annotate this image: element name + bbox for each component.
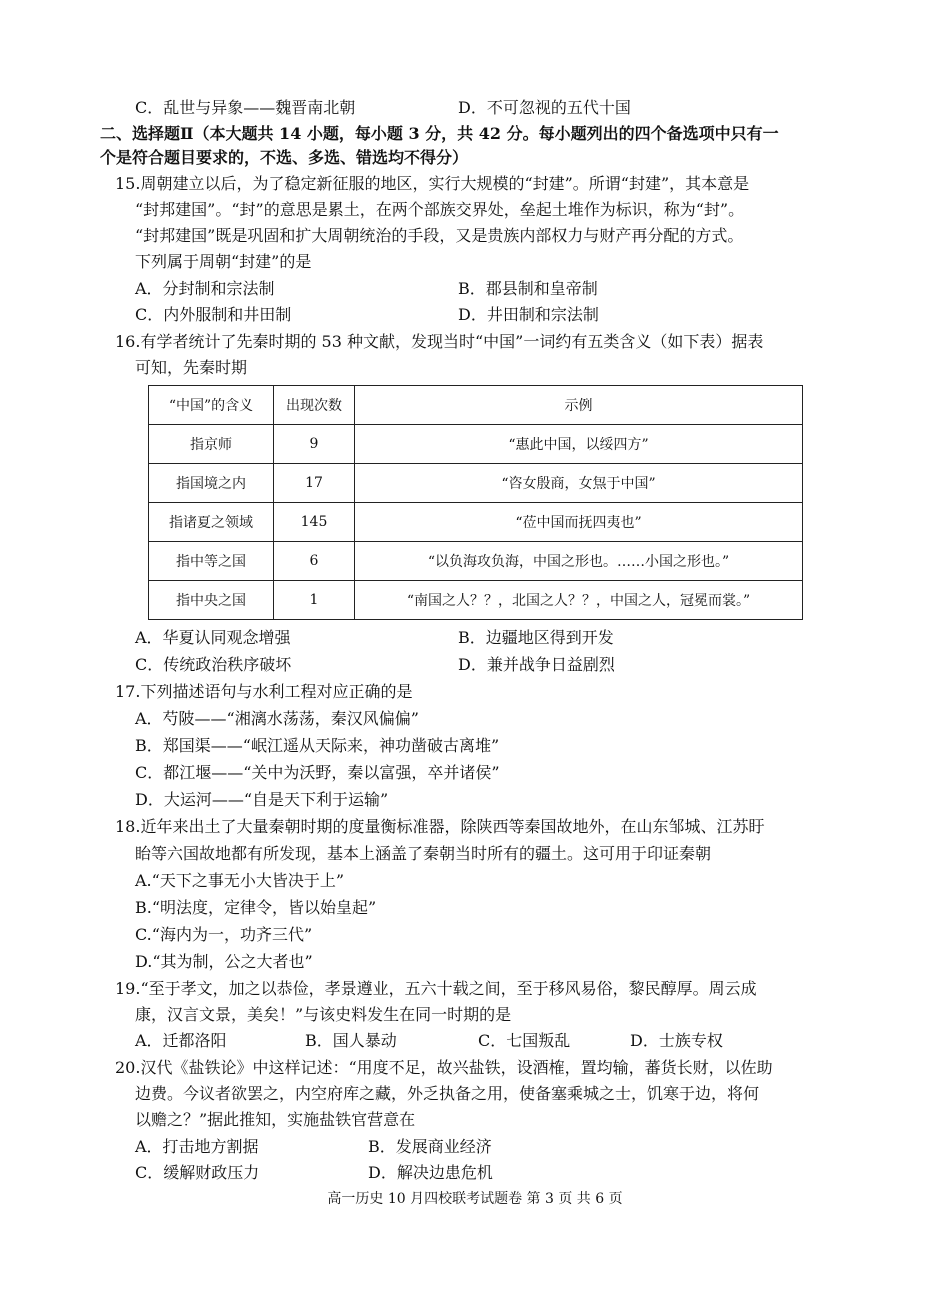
q16-table <box>148 385 803 620</box>
q16-option-b: B．边疆地区得到开发 <box>458 628 614 647</box>
q18-option-d: D.“其为制，公之大者也” <box>135 952 313 971</box>
table-row <box>149 542 803 581</box>
table-header-cell: 出现次数 <box>274 386 355 425</box>
table-cell: “惠此中国，以绥四方” <box>355 425 803 464</box>
q20-option-c: C．缓解财政压力 <box>135 1163 260 1182</box>
q16-option-d: D．兼并战争日益剧烈 <box>458 655 615 674</box>
q18-option-b: B.“明法度，定律令，皆以始皇起” <box>135 898 377 917</box>
table-cell: 1 <box>274 581 355 620</box>
table-cell: “莅中国而抚四夷也” <box>355 503 803 542</box>
table-cell: 指中等之国 <box>149 542 274 581</box>
table-cell: 指中央之国 <box>149 581 274 620</box>
prev-option-d: D．不可忽视的五代十国 <box>458 98 631 117</box>
section-heading-line1: 二、选择题Ⅱ（本大题共 14 小题，每小题 3 分，共 42 分。每小题列出的四个备选项中只有一 <box>100 124 779 143</box>
q18-option-a: A.“天下之事无小大皆决于上” <box>135 871 345 890</box>
q17-option-a: A．芍陂——“湘漓水荡荡，秦汉风偏偏” <box>135 709 419 728</box>
q17-option-c: C．都江堰——“关中为沃野，秦以富强，卒并诸侯” <box>135 763 500 782</box>
q19-option-a: A．迁都洛阳 <box>135 1031 227 1050</box>
table-cell: “以负海攻负海，中国之形也。……小国之形也。” <box>355 542 803 581</box>
table-cell: “咨女殷商，女炰于中国” <box>355 464 803 503</box>
table-row <box>149 464 803 503</box>
table-cell: 145 <box>274 503 355 542</box>
prev-option-c: C．乱世与异象——魏晋南北朝 <box>135 98 356 117</box>
page-footer: 高一历史 10 月四校联考试题卷 第 3 页 共 6 页 <box>327 1191 623 1207</box>
table-cell: “南国之人？？，北国之人？？，中国之人，冠冕而裳。” <box>355 581 803 620</box>
q20-stem-line2: 边费。今议者欲罢之，内空府库之藏，外乏执备之用，使备塞乘城之士，饥寒于边，将何 <box>135 1084 760 1103</box>
q17-stem: 17.下列描述语句与水利工程对应正确的是 <box>115 682 413 701</box>
q16-option-a: A．华夏认同观念增强 <box>135 628 291 647</box>
q20-option-a: A．打击地方割据 <box>135 1137 259 1156</box>
q19-stem-line1: 19.“至于孝文，加之以恭俭，孝景遵业，五六十载之间，至于移风易俗，黎民醇厚。周云成 <box>115 979 757 998</box>
section-heading-line2: 个是符合题目要求的，不选、多选、错选均不得分） <box>100 148 469 167</box>
q18-option-c: C.“海内为一，功齐三代” <box>135 925 313 944</box>
q20-option-d: D．解决边患危机 <box>368 1163 493 1182</box>
q19-option-b: B．国人暴动 <box>305 1031 397 1050</box>
table-row <box>149 503 803 542</box>
q15-stem-line4: 下列属于周朝“封建”的是 <box>135 252 312 271</box>
q20-stem-line3: 以赡之？”据此推知，实施盐铁官营意在 <box>135 1110 416 1129</box>
q19-stem-line2: 康，汉言文景，美矣！”与该史料发生在同一时期的是 <box>135 1005 512 1024</box>
q15-option-c: C．内外服制和井田制 <box>135 305 292 324</box>
q17-option-d: D．大运河——“自是天下利于运输” <box>135 790 389 809</box>
q17-option-b: B．郑国渠——“岷江遥从天际来，神功凿破古离堆” <box>135 736 500 755</box>
table-row <box>149 425 803 464</box>
table-row <box>149 581 803 620</box>
table-cell: 6 <box>274 542 355 581</box>
table-header-cell: 示例 <box>355 386 803 425</box>
q15-stem-line2: “封邦建国”。“封”的意思是累土，在两个部族交界处，垒起土堆作为标识，称为“封”。 <box>135 200 745 219</box>
q20-stem-line1: 20.汉代《盐铁论》中这样记述：“用度不足，故兴盐铁，设酒榷，置均输，蕃货长财，以佐助 <box>115 1058 773 1077</box>
table-header-row <box>149 386 803 425</box>
q18-stem-line1: 18.近年来出土了大量秦朝时期的度量衡标准器，除陕西等秦国故地外，在山东邹城、江苏盱 <box>115 817 765 836</box>
q15-stem-line3: “封邦建国”既是巩固和扩大周朝统治的手段，又是贵族内部权力与财产再分配的方式。 <box>135 226 744 245</box>
table-cell: 指国境之内 <box>149 464 274 503</box>
q16-stem-line2: 可知，先秦时期 <box>135 358 248 377</box>
q15-option-d: D．井田制和宗法制 <box>458 305 599 324</box>
table-cell: 指京师 <box>149 425 274 464</box>
table-cell: 指诸夏之领域 <box>149 503 274 542</box>
table-cell: 17 <box>274 464 355 503</box>
q18-stem-line2: 眙等六国故地都有所发现，基本上涵盖了秦朝当时所有的疆土。这可用于印证秦朝 <box>135 844 712 863</box>
q19-option-c: C．七国叛乱 <box>478 1031 571 1050</box>
table-header-cell: “中国”的含义 <box>149 386 274 425</box>
q15-stem-line1: 15.周朝建立以后，为了稳定新征服的地区，实行大规模的“封建”。所谓“封建”，其本意是 <box>115 174 750 193</box>
q16-stem-line1: 16.有学者统计了先秦时期的 53 种文献，发现当时“中国”一词约有五类含义（如下表）据表 <box>115 332 764 351</box>
q15-option-a: A．分封制和宗法制 <box>135 279 275 298</box>
q15-option-b: B．郡县制和皇帝制 <box>458 279 598 298</box>
q19-option-d: D．士族专权 <box>630 1031 723 1050</box>
q16-option-c: C．传统政治秩序破坏 <box>135 655 292 674</box>
q20-option-b: B．发展商业经济 <box>368 1137 492 1156</box>
table-cell: 9 <box>274 425 355 464</box>
